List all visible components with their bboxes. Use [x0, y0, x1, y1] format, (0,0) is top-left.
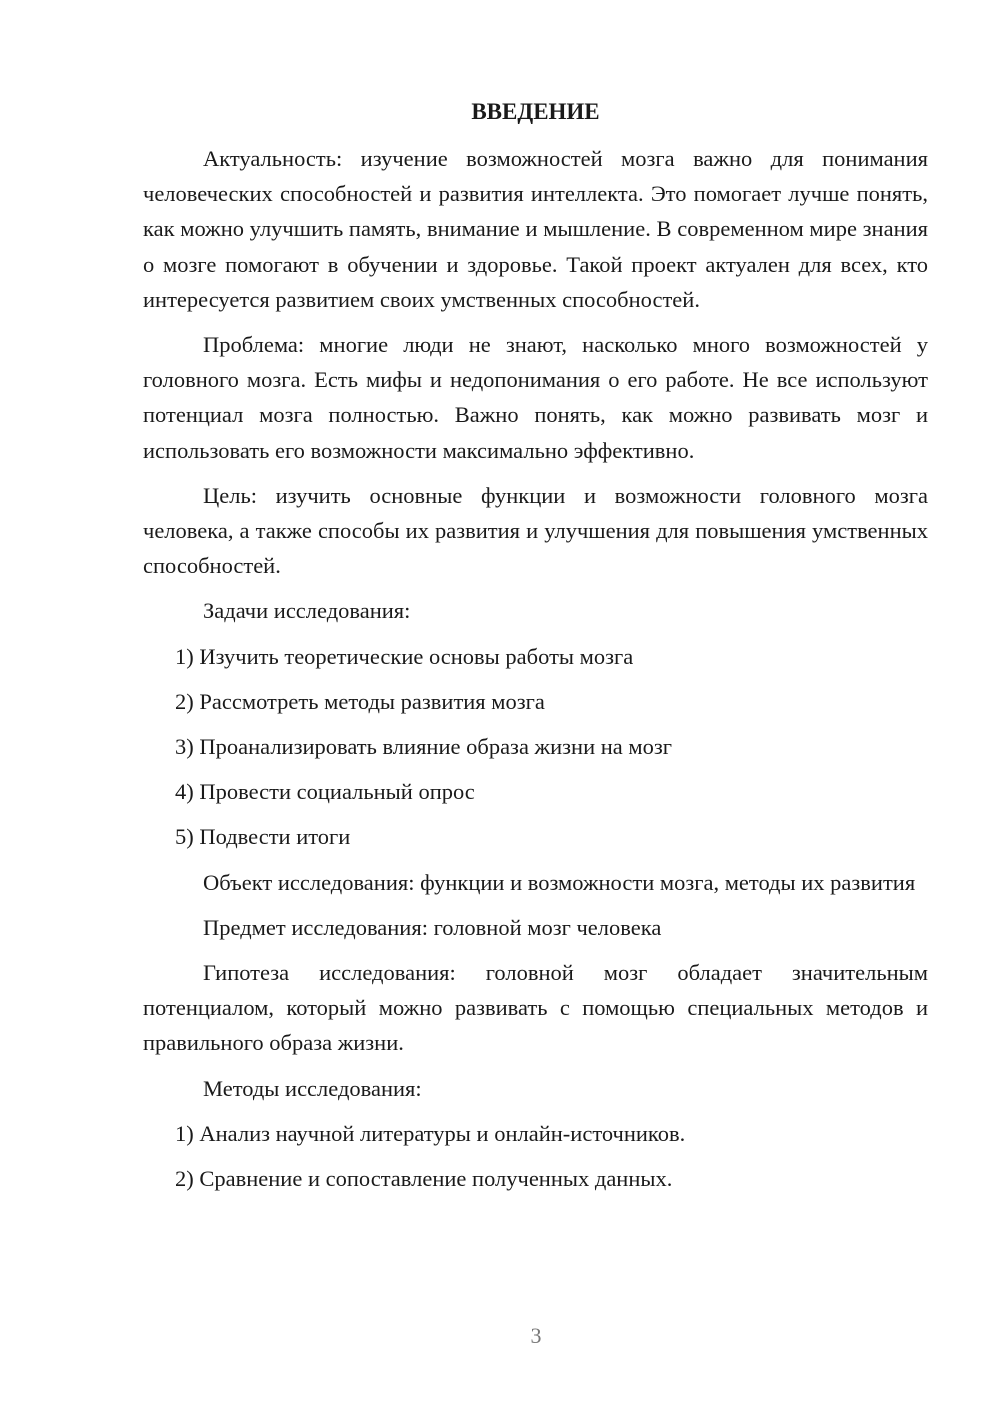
tasks-list — [143, 639, 928, 855]
page-number: 3 — [530, 1323, 542, 1348]
list-item: 2) Сравнение и сопоставление полученных данных. — [175, 1166, 673, 1192]
problem-paragraph: Проблема: многие люди не знают, насколько много возможностей у головного мозга. Есть мифы и недопонимания о его работе. Не все используют потенциал мозга полностью. Важно понять, как можно развивать мозг и использовать его возможности максимально эффективно. — [143, 332, 928, 463]
list-item: 1) Анализ научной литературы и онлайн-источников. — [175, 1120, 686, 1146]
subject-paragraph: Предмет исследования: головной мозг человека — [203, 914, 662, 940]
section-title: ВВЕДЕНИЕ — [471, 99, 600, 124]
methods-list — [143, 1116, 928, 1196]
document-page — [143, 94, 928, 1206]
list-item: 4) Провести социальный опрос — [175, 779, 475, 805]
list-item: 5) Подвести итоги — [175, 824, 351, 850]
tasks-heading: Задачи исследования: — [203, 598, 411, 624]
list-item: 1) Изучить теоретические основы работы мозга — [175, 643, 634, 669]
list-item: 3) Проанализировать влияние образа жизни на мозг — [175, 734, 672, 760]
methods-heading: Методы исследования: — [203, 1075, 422, 1101]
hypothesis-paragraph: Гипотеза исследования: головной мозг обладает значительным потенциалом, который можно развивать с помощью специальных методов и правильного образа жизни. — [143, 960, 928, 1056]
relevance-paragraph: Актуальность: изучение возможностей мозга важно для понимания человеческих способностей и развития интеллекта. Это помогает лучше понять, как можно улучшить память, внимание и мышление. В современном мире знания о мозге помогают в обучении и здоровье. Такой проект актуален для всех, кто интересуется развитием своих умственных способностей. — [143, 146, 928, 312]
list-item: 2) Рассмотреть методы развития мозга — [175, 688, 545, 714]
object-paragraph: Объект исследования: функции и возможности мозга, методы их развития — [203, 869, 916, 895]
goal-paragraph: Цель: изучить основные функции и возможности головного мозга человека, а также способы их развития и улучшения для повышения умственных способностей. — [143, 482, 928, 579]
